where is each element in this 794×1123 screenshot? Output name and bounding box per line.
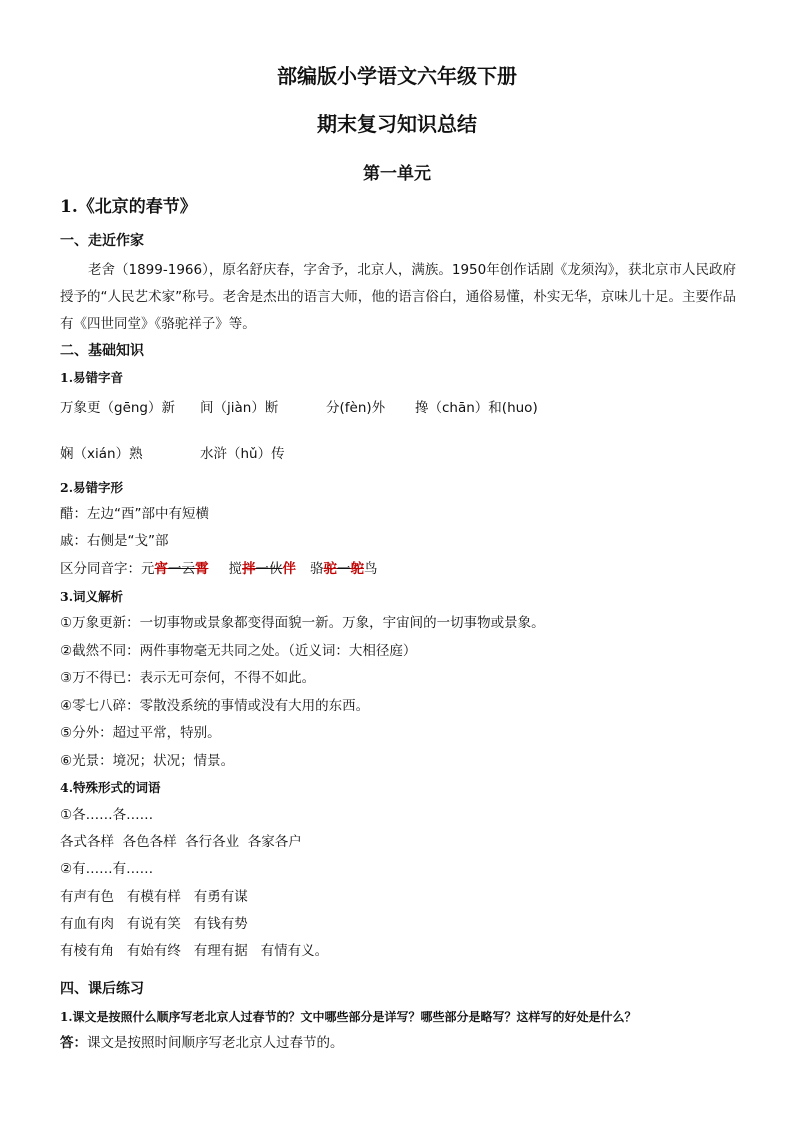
homophone-group: 元宵一云霄 [141, 561, 209, 577]
character-note: 戚：右侧是“戈”部 [60, 533, 169, 549]
meanings-heading: 3.词义解析 [60, 589, 124, 604]
pronunciation-heading: 1.易错字音 [60, 370, 124, 385]
author-paragraph: 老舍（1899-1966），原名舒庆春，字舍予，北京人，满族。1950年创作话剧《龙须沟》，获北京市人民政府授予的“人民艺术家”称号。老舍是杰出的语言大师，他的语言俗白，通俗易懂，朴实无华，京味儿十足。主要作品有《四世同堂》《骆驼祥子》等。 [60, 262, 736, 332]
pron-item: 间（jiàn）断 [200, 400, 279, 416]
meaning-item: ③万不得已：表示无可奈何，不得不如此。 [60, 670, 316, 686]
word-pattern: ②有……有…… [60, 861, 154, 877]
document-subtitle: 期末复习知识总结 [317, 112, 477, 136]
homophone-line [60, 563, 378, 577]
exercises-heading: 四、课后练习 [60, 981, 144, 997]
word-list: 有声有色 有模有样 有勇有谋 [60, 889, 248, 905]
document-title: 部编版小学语文六年级下册 [277, 64, 517, 88]
pron-item: 娴（xián）熟 [60, 446, 143, 462]
pron-item: 万象更（gēng）新 [60, 400, 176, 416]
exercise-question: 1.课文是按照什么顺序写老北京人过春节的？文中哪些部分是详写？哪些部分是略写？这样写的好处是什么？ [60, 1010, 637, 1024]
special-words-heading: 4.特殊形式的词语 [60, 780, 161, 795]
pron-item: 搀（chān）和(huo) [415, 400, 538, 416]
meaning-item: ②截然不同：两件事物毫无共同之处。（近义词：大相径庭） [60, 643, 417, 659]
lesson-title: 1.《北京的春节》 [60, 197, 197, 217]
homophone-label: 区分同音字： [60, 561, 141, 577]
word-list: 有血有肉 有说有笑 有钱有势 [60, 916, 248, 932]
meaning-item: ④零七八碎：零散没系统的事情或没有大用的东西。 [60, 698, 370, 714]
word-list: 各式各样 各色各样 各行各业 各家各户 [60, 834, 302, 850]
meaning-item: ①万象更新：一切事物或景象都变得面貌一新。万象，宇宙间的一切事物或景象。 [60, 615, 545, 631]
answer-label: 答： [60, 1035, 87, 1051]
answer-text: 课文是按照时间顺序写老北京人过春节的。 [87, 1035, 344, 1051]
exercise-answer [60, 1037, 344, 1051]
characters-heading: 2.易错字形 [60, 480, 124, 495]
word-pattern: ①各……各…… [60, 807, 154, 823]
unit-heading: 第一单元 [363, 164, 431, 184]
basics-heading: 二、基础知识 [60, 343, 144, 359]
pron-item: 分(fèn)外 [326, 400, 386, 416]
character-note: 醋：左边“酉”部中有短横 [60, 506, 209, 522]
homophone-group: 搅拌一伙伴 [228, 561, 296, 577]
pron-item: 水浒（hǔ）传 [200, 446, 285, 462]
meaning-item: ⑥光景：境况；状况；情景。 [60, 753, 235, 769]
author-section-heading: 一、走近作家 [60, 233, 144, 249]
homophone-group: 骆驼一鸵鸟 [310, 561, 378, 577]
meaning-item: ⑤分外：超过平常，特别。 [60, 725, 221, 741]
word-list: 有棱有角 有始有终 有理有据 有情有义。 [60, 943, 329, 959]
